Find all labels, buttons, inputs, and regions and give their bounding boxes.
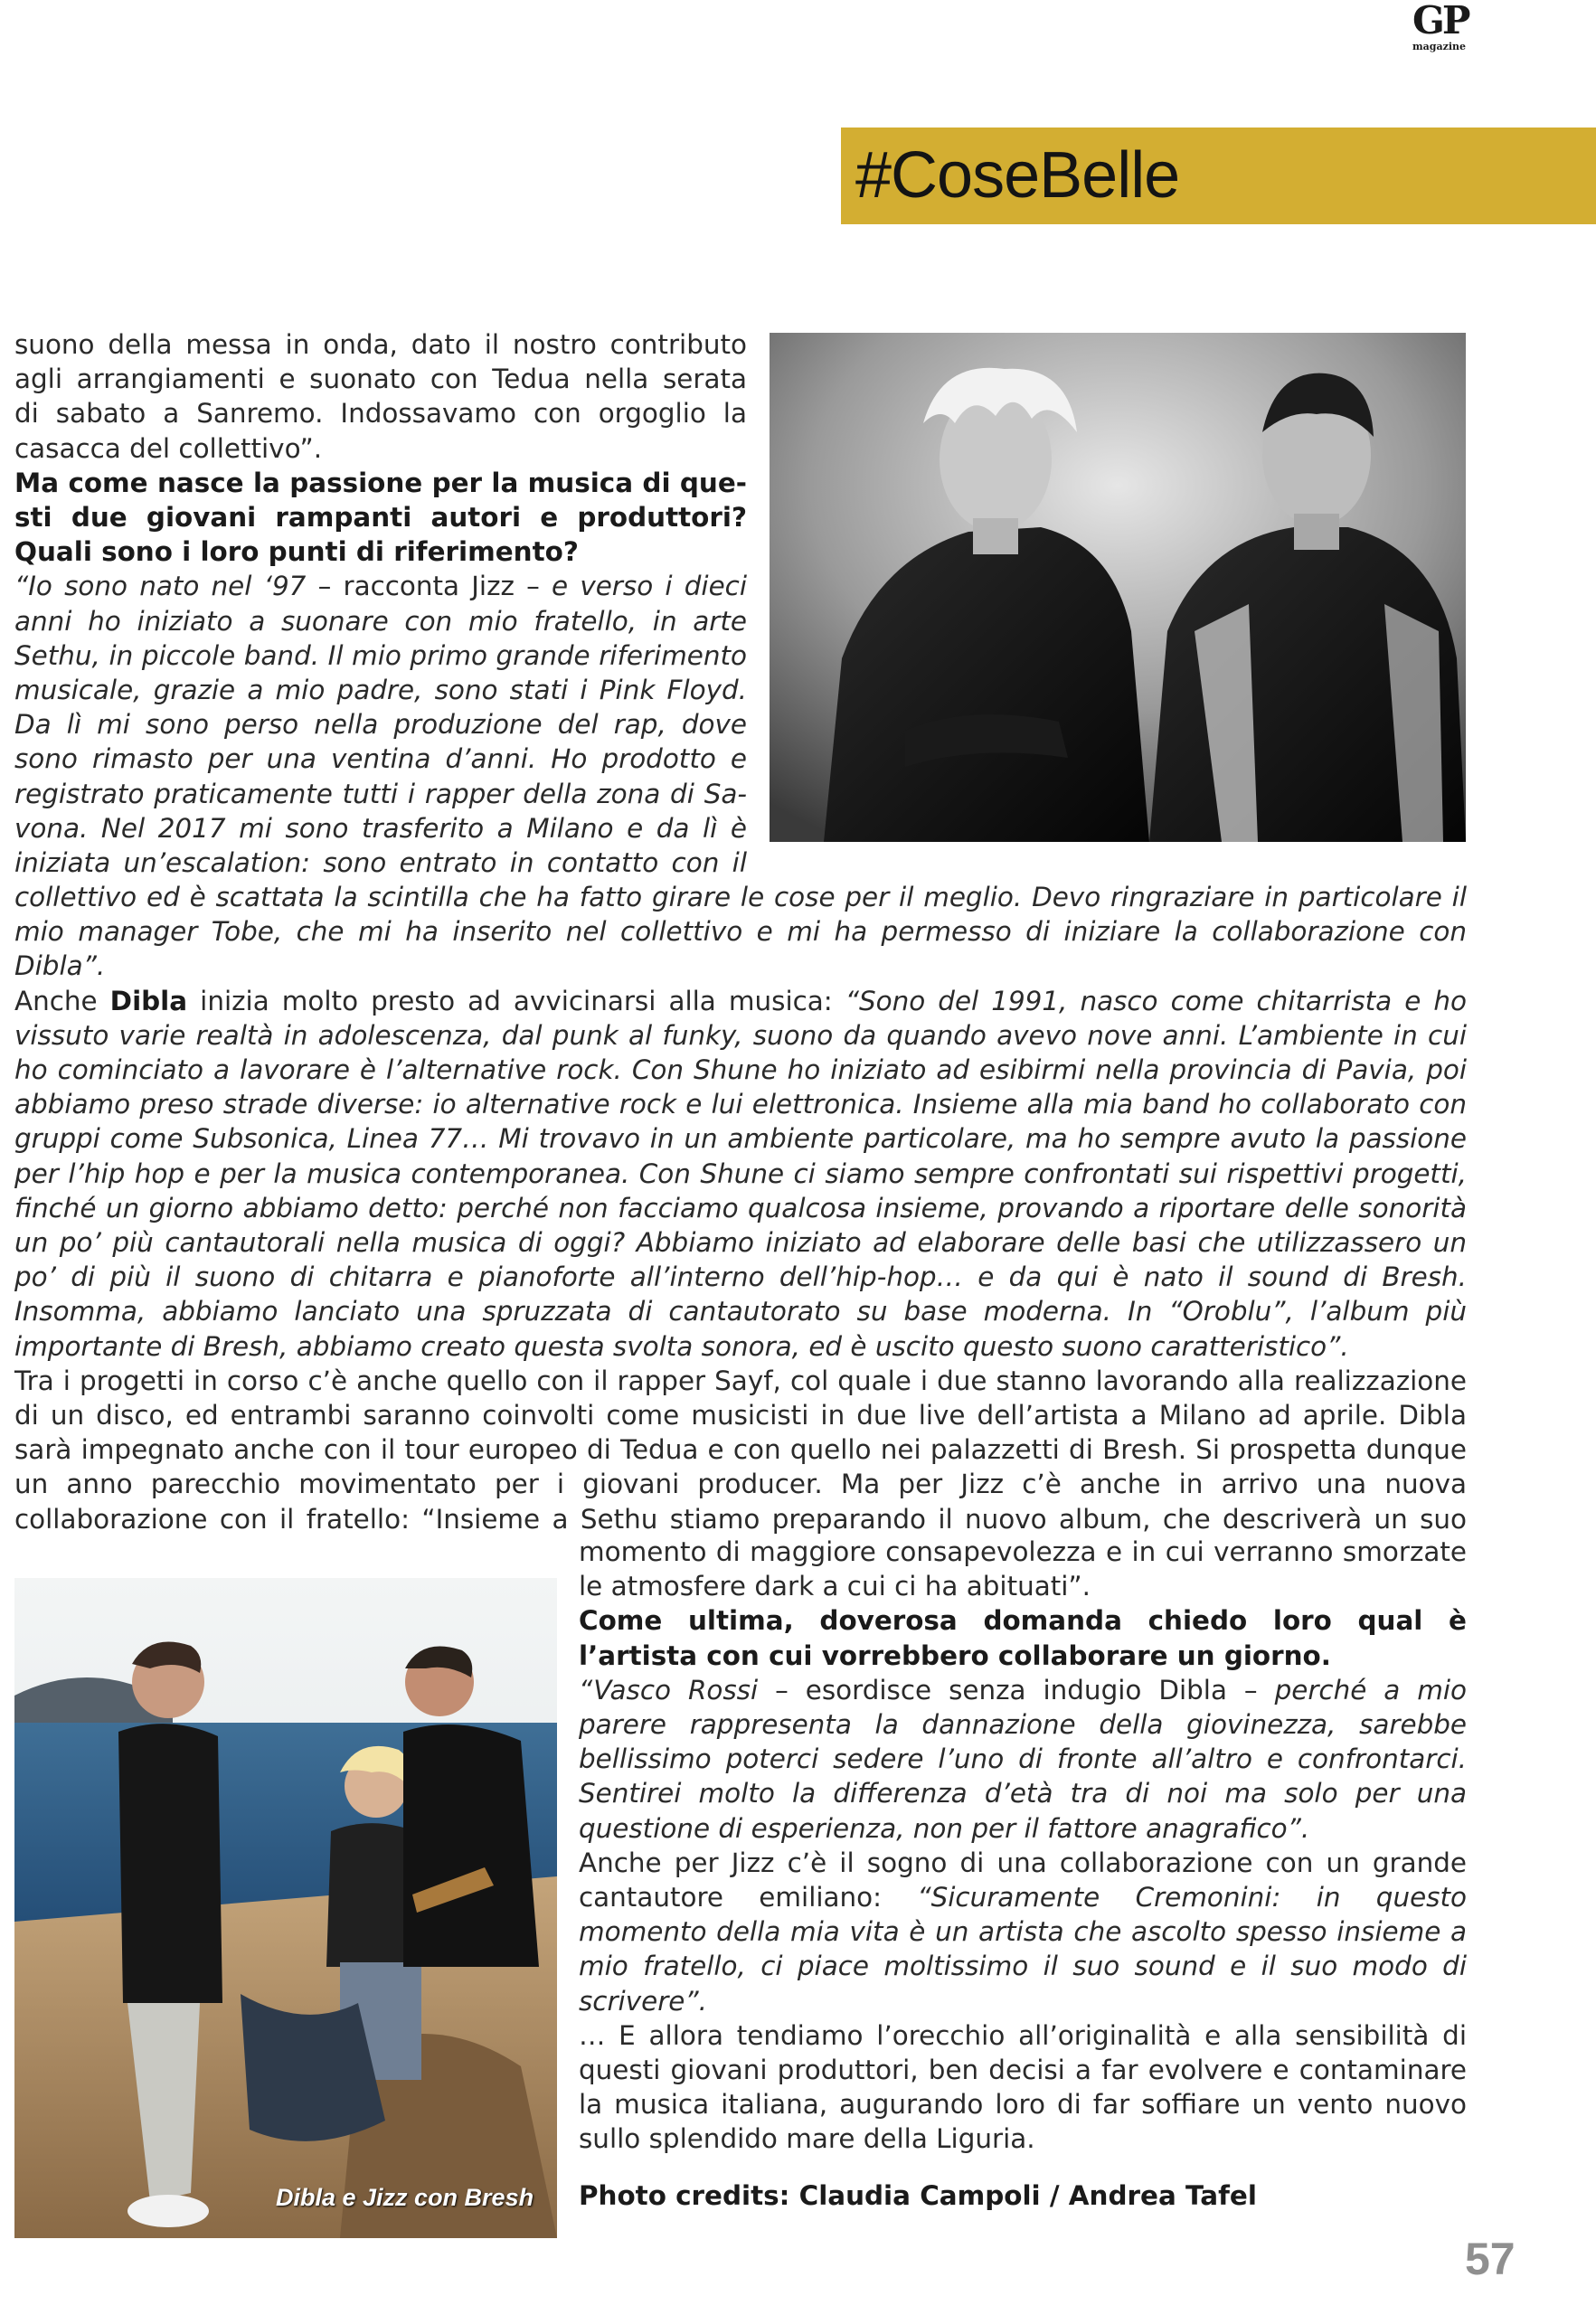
section-banner [841, 128, 1596, 224]
collab-continue: momento di maggiore consapevolezza e in cui verranno smorzate le atmosfere dark a cui ci ha abituati”. [579, 1536, 1467, 1602]
body-line: casacca del collettivo”. [14, 432, 323, 464]
quote-line: registrato praticamente tutti i rapper della zona di Sa- [14, 778, 747, 809]
projects-paragraph: Tra i progetti in corso c’è anche quello con il rapper Sayf, col quale i due stanno lavorando alla realizzazione di un disco, ed entrambi saranno coinvolti come musicisti in due live dell’artista a Milano ad aprile. Dibla sarà impegnato anche con il tour europeo di Tedua e con quello nei palazzetti di Bresh. Si prospetta dunque un anno parecchio movimentato per i giovani producer. Ma per Jizz c’è anche in arrivo una nuova [14, 1365, 1467, 1500]
portrait-photo [770, 333, 1466, 842]
body-line: di sabato a Sanremo. Indossavamo con orgoglio la [14, 398, 747, 430]
question-line: Ma come nasce la passione per la musica di que- [14, 467, 747, 498]
vasco-attribution: – esordisce senza indugio Dibla – [758, 1674, 1275, 1706]
right-column [579, 1535, 1467, 2213]
closing-paragraph: … E allora tendiamo l’orecchio all’originalità e alla sensibilità di questi giovani produttori, ben decisi a far evolvere e contaminare la musica italiana, augurando loro di far soffiare un vento nuovo sullo splendido mare della Liguria. [579, 2019, 1467, 2155]
section-tag: #CoseBelle [855, 139, 1180, 212]
final-question: Come ultima, doverosa domanda chiedo loro qual è l’artista con cui vorrebbero collaborare un giorno. [579, 1605, 1467, 1671]
quote-line: sono rimasto per una ventina d’anni. Ho prodotto e [14, 743, 747, 775]
dibla-paragraph [14, 984, 1467, 1364]
quote-line [14, 569, 747, 603]
group-photo [14, 1578, 557, 2238]
quote-line: anni ho iniziato a suonare con mio fratello, in arte [14, 605, 747, 637]
quote-continue: e verso i dieci [552, 571, 747, 602]
quote-attribution: – racconta Jizz – [306, 571, 552, 602]
full-width-section [14, 880, 1467, 1536]
quote-line: Da lì mi sono perso nella produzione del rap, dove [14, 709, 747, 741]
vasco-quote-rest: perché a mio parere rappresenta la dannazione della giovinezza, sarebbe bellissimo poterci sedere l’uno di fronte all’altro e confrontarci. Sentirei molto la differenza d’età tra di noi ma solo per una questione di esperienza, non per il fattore anagrafico”. [579, 1674, 1468, 1844]
photo-caption: Dibla e Jizz con Bresh [276, 2184, 534, 2211]
vasco-paragraph [579, 1673, 1467, 1846]
page-number: 57 [1465, 2234, 1516, 2284]
group-photo-illustration [14, 1578, 557, 2238]
question-line: sti due giovani rampanti autori e produttori? [14, 502, 747, 534]
jizz-quote-end: collettivo ed è scattata la scintilla che ha fatto girare le cose per il meglio. Devo ringraziare in particolare il mio manager Tobe, che mi ha inserito nel collettivo e mi ha permesso di iniziare la collaborazione con Dibla”. [14, 882, 1467, 982]
body-line: agli arrangiamenti e suonato con Tedua nella serata [14, 364, 747, 395]
quote-line: Sethu, in piccole band. Il mio primo grande riferimento [14, 639, 747, 671]
dibla-intro: Anche [14, 985, 110, 1016]
question-line: Quali sono i loro punti di riferimento? [14, 536, 579, 568]
left-column [14, 327, 747, 880]
portrait-photo-illustration [770, 333, 1466, 842]
jizz-dream-intro: Anche per Jizz c’è il sogno di una collaborazione con un grande cantautore emiliano: [579, 1847, 1467, 1913]
vasco-quote-open: “Vasco Rossi [579, 1674, 759, 1706]
photo-credits: Photo credits: Claudia Campoli / Andrea Tafel [579, 2179, 1257, 2211]
quote-line: musicale, grazie a mio padre, sono stati i Pink Floyd. [14, 675, 747, 706]
jizz-dream-quote: “Sicuramente Cremonini: in questo momento della mia vita è un artista che ascolto spesso insieme a mio fratello, ci piace moltissimo il suo sound e il suo modo di scrivere”. [579, 1882, 1467, 2017]
dibla-intro-rest: inizia molto presto ad avvicinarsi alla musica: [187, 985, 845, 1016]
collab-line: collaborazione con il fratello: “Insieme a Sethu stiamo preparando il nuovo album, che descriverà un suo [14, 1503, 1467, 1535]
dibla-name: Dibla [109, 985, 188, 1016]
jizz-dream-paragraph [579, 1846, 1467, 2018]
quote-line: vona. Nel 2017 mi sono trasferito a Milano e da lì è [14, 812, 747, 844]
magazine-logo [1412, 0, 1469, 56]
body-line: suono della messa in onda, dato il nostro contributo [14, 329, 747, 360]
logo-sub: magazine [1412, 41, 1467, 52]
quote-open: “Io sono nato nel ‘97 [14, 571, 307, 602]
logo-main: GP [1412, 0, 1469, 43]
dibla-quote: “Sono del 1991, nasco come chitarrista e ho vissuto varie realtà in adolescenza, dal punk al funky, suono da quando avevo nove anni. L’ambiente in cui ho cominciato a lavorare è l’alternative rock. Con Shune ho iniziato ad esibirmi nella provincia di Pavia, poi abbiamo preso strade diverse: io alternative rock e lui elettronica. Insieme alla mia band ho collaborato con gruppi come Subsonica, Linea 77… Mi trovavo in un ambiente particolare, ma ho sempre avuto la passione per l’hip hop e per la musica contemporanea. Con Shune ci siamo sempre confrontati sui rispettivi progetti, finché un giorno abbiamo detto: perché non facciamo qualcosa insieme, provando a riportare delle sonorità un po’ più cantautorali nella musica di oggi? Abbiamo iniziato ad elaborare delle basi che utilizzassero un po’ di più il suono di chitarra e pianoforte all’interno dell’hip-hop… e da qui è nato il sound di Bresh. Insomma, abbiamo lanciato una spruzzata di cantautorato su base moderna. In “Oroblu”, l’album più importante di Bresh, abbiamo creato questa svolta sonora, ed è uscito questo suono caratteristico”. [14, 985, 1468, 1362]
quote-line: iniziata un’escalation: sono entrato in contatto con il [14, 847, 747, 879]
